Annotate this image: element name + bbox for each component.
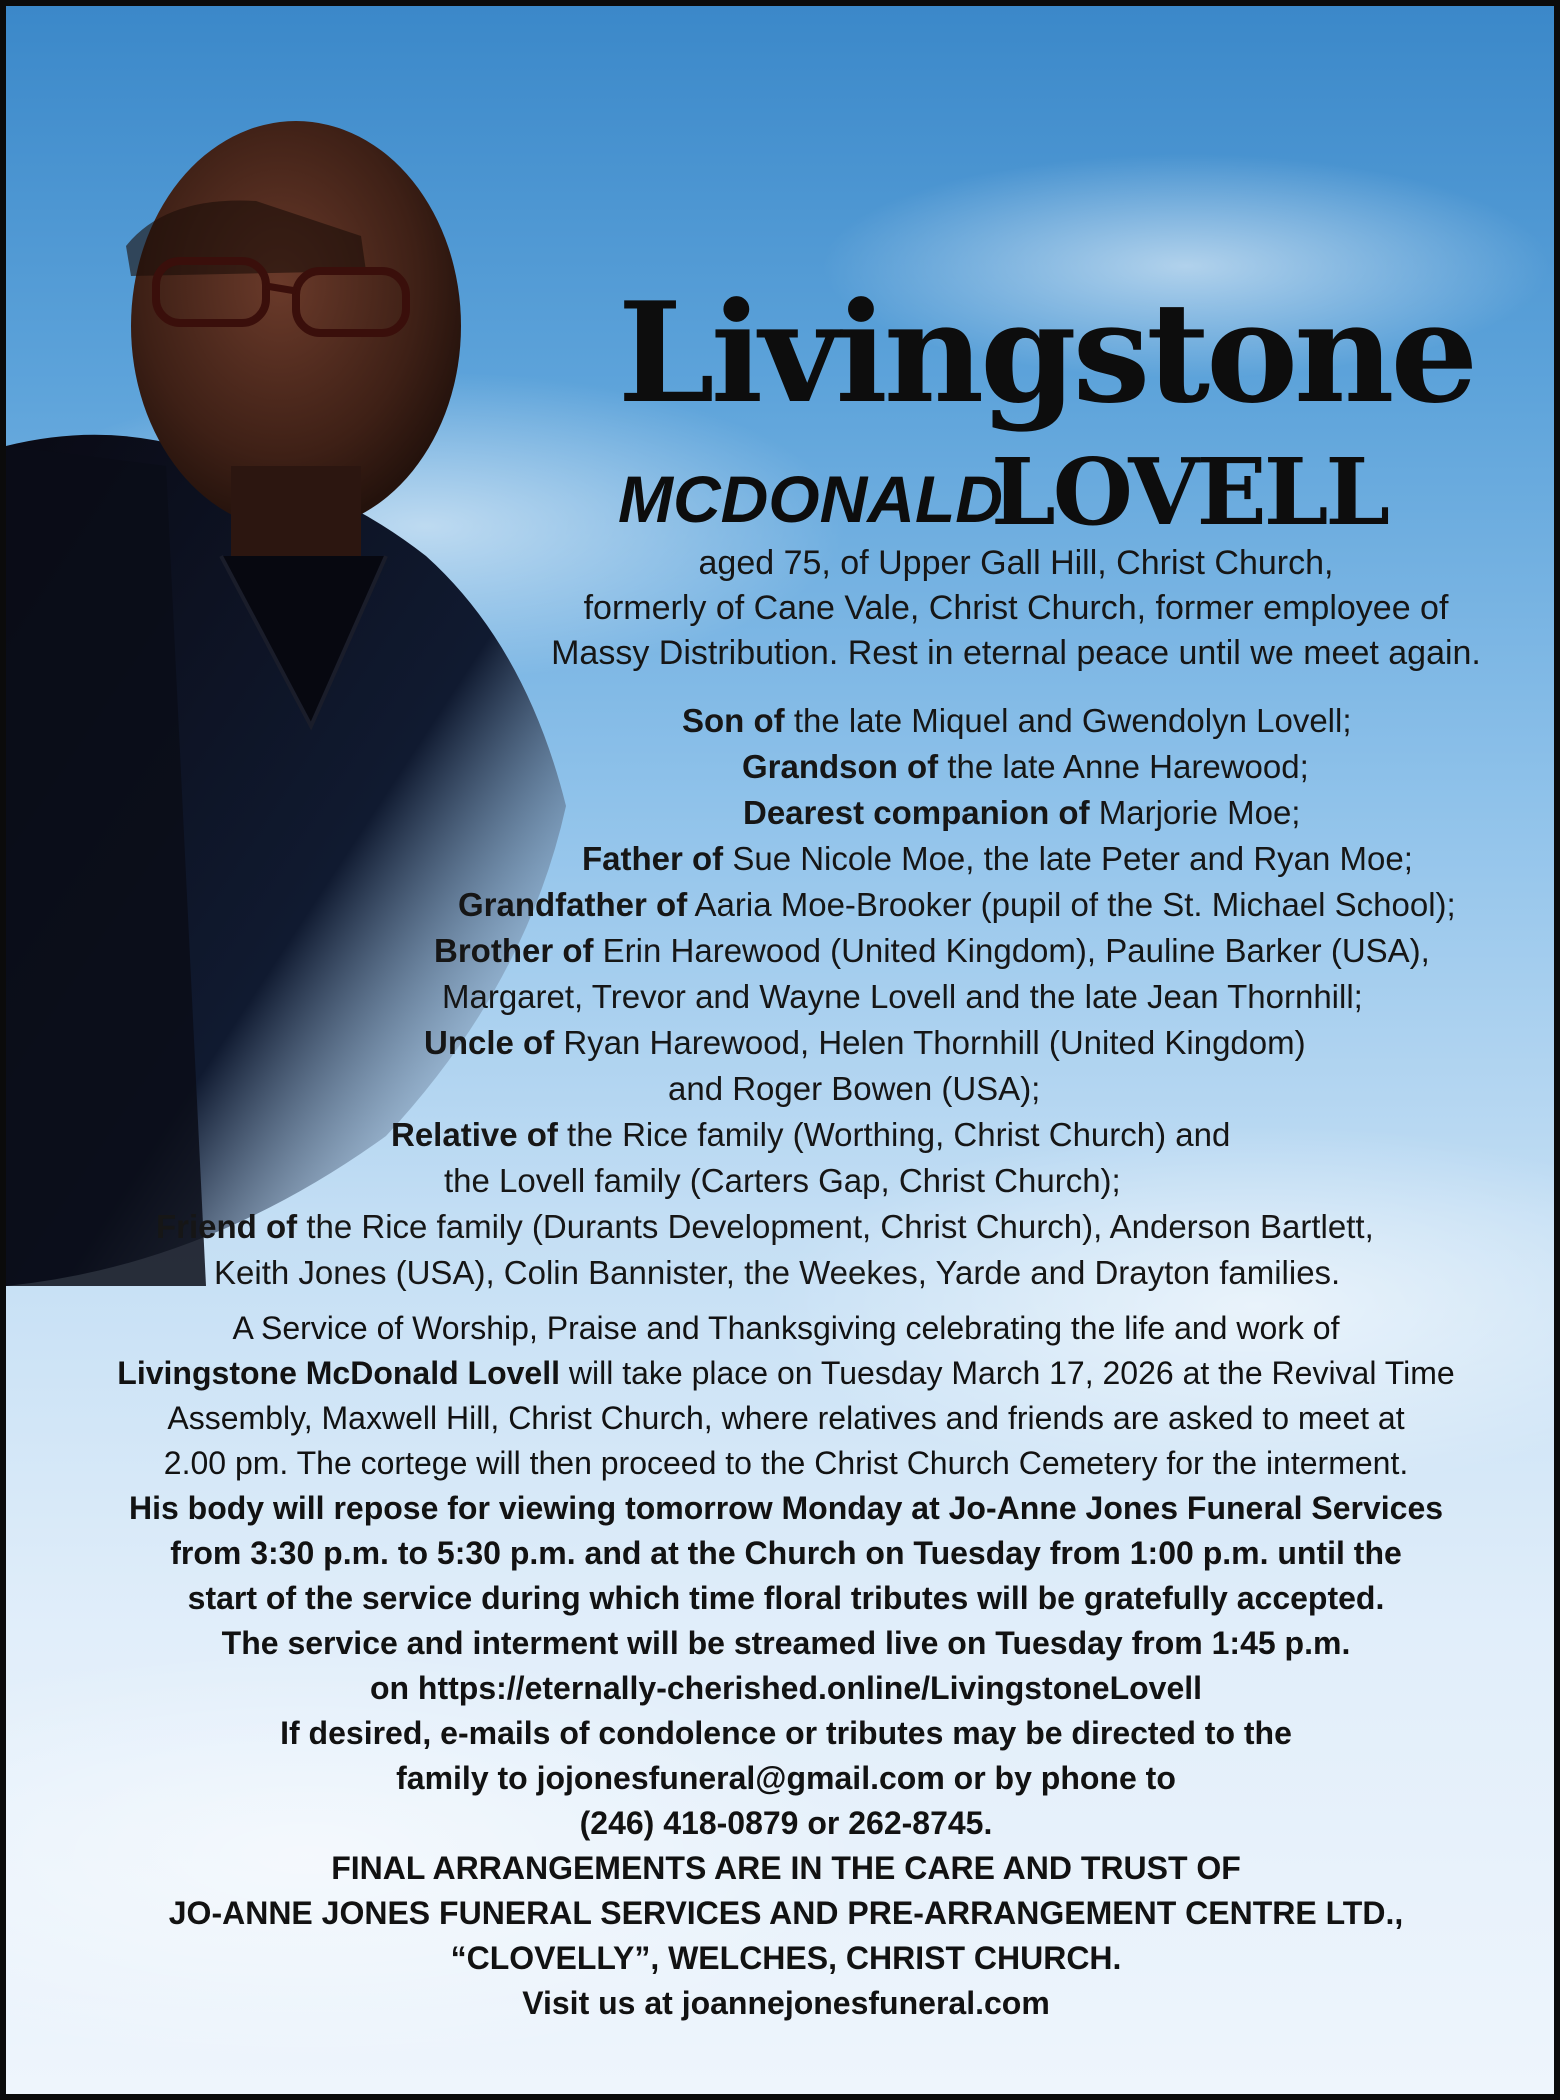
- relation-label: Dearest companion of: [743, 794, 1090, 831]
- relation-text: Ryan Harewood, Helen Thornhill (United Kingdom): [554, 1024, 1306, 1061]
- relation-label: Grandson of: [742, 748, 939, 785]
- service-text: will take place on Tuesday March 17, 2026 at the Revival Time: [560, 1355, 1455, 1391]
- relation-line: [682, 698, 1352, 743]
- service-line: [36, 1351, 1536, 1396]
- relation-text: the Rice family (Durants Development, Christ Church), Anderson Bartlett,: [297, 1208, 1374, 1245]
- relation-line: [424, 1020, 1306, 1065]
- relation-line: [391, 1112, 1230, 1157]
- relation-label: Friend of: [156, 1208, 298, 1245]
- condolence-phone: (246) 418-0879 or 262-8745.: [579, 1805, 993, 1841]
- relation-text: Aaria Moe-Brooker (pupil of the St. Michael School);: [687, 886, 1456, 923]
- condolence-line: If desired, e-mails of condolence or tributes may be directed to the: [280, 1715, 1292, 1751]
- relation-line: [214, 1250, 1340, 1295]
- relation-text: Erin Harewood (United Kingdom), Pauline Barker (USA),: [593, 932, 1430, 969]
- intro-line: aged 75, of Upper Gall Hill, Christ Church,: [698, 544, 1334, 582]
- relation-line: [434, 928, 1430, 973]
- relation-label: Father of: [582, 840, 724, 877]
- relation-text: the late Anne Harewood;: [938, 748, 1309, 785]
- intro-line: Massy Distribution. Rest in eternal peace until we meet again.: [551, 634, 1481, 672]
- stream-url: on https://eternally-cherished.online/LivingstoneLovell: [369, 1670, 1203, 1706]
- relation-text: Keith Jones (USA), Colin Bannister, the Weekes, Yarde and Drayton families.: [214, 1254, 1341, 1291]
- funeral-home-name: JO-ANNE JONES FUNERAL SERVICES AND PRE-ARRANGEMENT CENTRE LTD.,: [168, 1895, 1404, 1931]
- relation-label: Grandfather of: [458, 886, 688, 923]
- portrait-photo: [6, 86, 646, 1286]
- relation-line: [442, 974, 1363, 1019]
- relation-label: Brother of: [434, 932, 594, 969]
- relation-label: Uncle of: [424, 1024, 555, 1061]
- service-line: Assembly, Maxwell Hill, Christ Church, where relatives and friends are asked to meet at: [167, 1400, 1405, 1436]
- funeral-home-website: Visit us at joannejonesfuneral.com: [522, 1985, 1050, 2021]
- funeral-home-address: “CLOVELLY”, WELCHES, CHRIST CHURCH.: [450, 1940, 1122, 1976]
- stream-line: The service and interment will be streamed live on Tuesday from 1:45 p.m.: [221, 1625, 1351, 1661]
- viewing-line: His body will repose for viewing tomorrow Monday at Jo-Anne Jones Funeral Services: [128, 1490, 1444, 1526]
- viewing-line: from 3:30 p.m. to 5:30 p.m. and at the Church on Tuesday from 1:00 p.m. until the: [170, 1535, 1402, 1571]
- intro-paragraph: [536, 541, 1496, 676]
- relation-line: [156, 1204, 1374, 1249]
- relation-text: Margaret, Trevor and Wayne Lovell and the late Jean Thornhill;: [442, 978, 1363, 1015]
- arrangements-line: FINAL ARRANGEMENTS ARE IN THE CARE AND TRUST OF: [331, 1850, 1241, 1886]
- viewing-line: start of the service during which time floral tributes will be gratefully accepted.: [187, 1580, 1385, 1616]
- deceased-name-inline: Livingstone McDonald Lovell: [117, 1355, 560, 1391]
- relation-line: [458, 882, 1456, 927]
- relation-text: the Rice family (Worthing, Christ Church) and: [557, 1116, 1231, 1153]
- relation-label: Son of: [682, 702, 785, 739]
- intro-line: formerly of Cane Vale, Christ Church, former employee of: [583, 589, 1449, 627]
- relation-line: [582, 836, 1413, 881]
- condolence-email: family to jojonesfuneral@gmail.com or by phone to: [396, 1760, 1176, 1796]
- name-middle: MCDONALD: [618, 462, 1003, 536]
- relation-text: and Roger Bowen (USA);: [668, 1070, 1041, 1107]
- relation-text: Marjorie Moe;: [1089, 794, 1301, 831]
- relation-text: Sue Nicole Moe, the late Peter and Ryan Moe;: [723, 840, 1413, 877]
- service-line: A Service of Worship, Praise and Thanksgiving celebrating the life and work of: [232, 1310, 1340, 1346]
- service-line: 2.00 pm. The cortege will then proceed to the Christ Church Cemetery for the interment.: [163, 1445, 1409, 1481]
- relation-text: the Lovell family (Carters Gap, Christ Church);: [444, 1162, 1121, 1199]
- relation-line: [742, 744, 1309, 789]
- relation-line: [668, 1066, 1040, 1111]
- service-details: [36, 1306, 1536, 2026]
- name-last: LOVELL: [991, 438, 1388, 546]
- relation-line: [444, 1158, 1121, 1203]
- relation-line: [743, 790, 1300, 835]
- name-first: Livingstone: [617, 271, 1475, 434]
- relation-text: the late Miquel and Gwendolyn Lovell;: [784, 702, 1352, 739]
- relation-label: Relative of: [391, 1116, 558, 1153]
